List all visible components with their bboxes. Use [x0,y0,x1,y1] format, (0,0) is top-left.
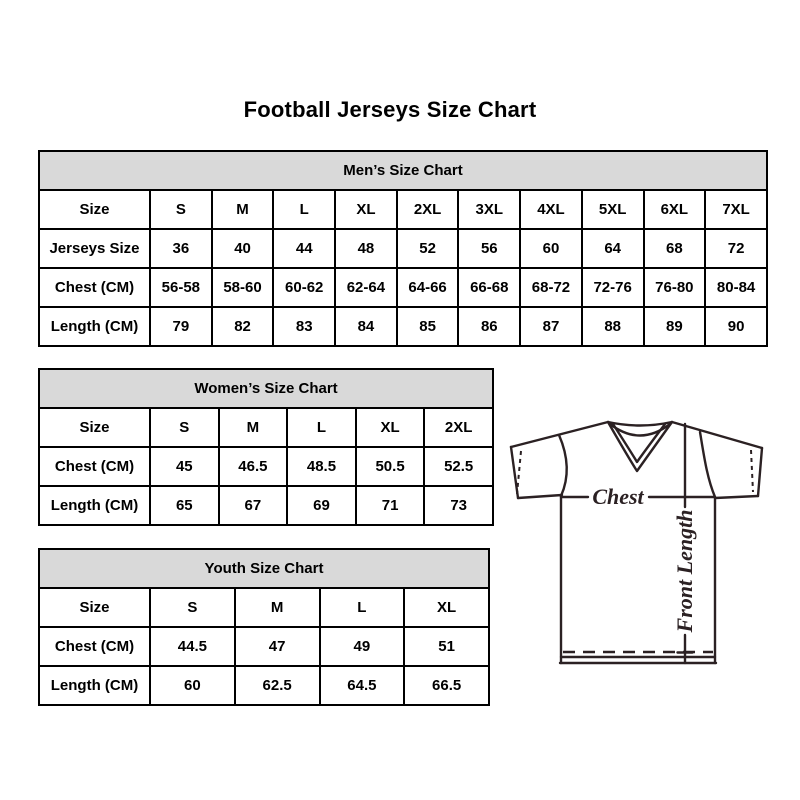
table-row [39,190,767,229]
table-row [39,588,489,627]
table-cell: 66.5 [404,666,489,705]
table-cell: 47 [235,627,320,666]
row-label: Chest (CM) [39,627,150,666]
jersey-right-cuff-dashed-line [751,450,753,492]
table-cell: M [235,588,320,627]
table-row [39,229,767,268]
table-cell: 46.5 [219,447,288,486]
row-label: Size [39,408,150,447]
table-row [39,627,489,666]
table-cell: 83 [273,307,335,346]
table-cell: 64 [582,229,644,268]
table-cell: 60-62 [273,268,335,307]
table-cell: S [150,588,235,627]
jersey-right-armhole-seam [700,432,715,497]
table-cell: 62.5 [235,666,320,705]
table-cell: 64-66 [397,268,459,307]
table-cell: 7XL [705,190,767,229]
table-cell: S [150,190,212,229]
table-cell: 3XL [458,190,520,229]
table-cell: 51 [404,627,489,666]
table-cell: 69 [287,486,356,525]
table-cell: S [150,408,219,447]
jersey-left-sleeve-bottom [518,495,562,498]
mens-table-title: Men’s Size Chart [39,151,767,190]
table-cell: L [320,588,405,627]
table-cell: 73 [424,486,493,525]
table-cell: M [219,408,288,447]
table-cell: 56 [458,229,520,268]
jersey-collar-top-line [608,422,672,426]
row-label: Size [39,190,150,229]
table-cell: 49 [320,627,405,666]
table-cell: 89 [644,307,706,346]
table-cell: 44.5 [150,627,235,666]
table-row [39,666,489,705]
womens-size-table [38,368,494,526]
chest-label: Chest [592,484,644,509]
jersey-measurement-diagram [495,393,790,690]
table-cell: 64.5 [320,666,405,705]
row-label: Length (CM) [39,486,150,525]
table-cell: 52.5 [424,447,493,486]
table-cell: 84 [335,307,397,346]
table-cell: 68 [644,229,706,268]
table-cell: M [212,190,274,229]
table-cell: 82 [212,307,274,346]
row-label: Length (CM) [39,307,150,346]
table-cell: 40 [212,229,274,268]
jersey-left-armhole-seam [559,435,567,496]
row-label: Size [39,588,150,627]
youth-table-title: Youth Size Chart [39,549,489,588]
table-header-row [39,549,489,588]
table-row [39,408,493,447]
table-cell: 85 [397,307,459,346]
table-cell: 79 [150,307,212,346]
table-cell: 68-72 [520,268,582,307]
table-cell: 87 [520,307,582,346]
table-cell: L [273,190,335,229]
table-row [39,268,767,307]
table-cell: 45 [150,447,219,486]
table-cell: 72 [705,229,767,268]
table-cell: 50.5 [356,447,425,486]
womens-table-title: Women’s Size Chart [39,369,493,408]
table-cell: L [287,408,356,447]
table-cell: 62-64 [335,268,397,307]
row-label: Length (CM) [39,666,150,705]
table-cell: 86 [458,307,520,346]
row-label: Jerseys Size [39,229,150,268]
front-length-label: Front Length [672,509,697,633]
table-cell: 66-68 [458,268,520,307]
table-cell: 60 [150,666,235,705]
table-cell: 88 [582,307,644,346]
table-row [39,486,493,525]
table-cell: 65 [150,486,219,525]
page-title: Football Jerseys Size Chart [243,97,537,122]
table-cell: 6XL [644,190,706,229]
table-cell: 48 [335,229,397,268]
table-cell: 67 [219,486,288,525]
jersey-right-sleeve-outer [758,448,762,496]
jersey-right-sleeve-bottom [715,496,758,498]
table-cell: 44 [273,229,335,268]
table-cell: XL [335,190,397,229]
table-cell: 2XL [397,190,459,229]
table-cell: 36 [150,229,212,268]
table-header-row [39,151,767,190]
table-header-row [39,369,493,408]
mens-size-table [38,150,768,347]
table-cell: 48.5 [287,447,356,486]
table-row [39,447,493,486]
table-cell: 76-80 [644,268,706,307]
row-label: Chest (CM) [39,447,150,486]
table-cell: 60 [520,229,582,268]
table-cell: 80-84 [705,268,767,307]
table-row [39,307,767,346]
row-label: Chest (CM) [39,268,150,307]
table-cell: 56-58 [150,268,212,307]
table-cell: 52 [397,229,459,268]
table-cell: 4XL [520,190,582,229]
table-cell: XL [356,408,425,447]
table-cell: 2XL [424,408,493,447]
table-cell: 90 [705,307,767,346]
table-cell: 72-76 [582,268,644,307]
youth-size-table [38,548,490,706]
table-cell: XL [404,588,489,627]
table-cell: 71 [356,486,425,525]
table-cell: 5XL [582,190,644,229]
jersey-left-sleeve-outer [511,447,518,498]
table-cell: 58-60 [212,268,274,307]
